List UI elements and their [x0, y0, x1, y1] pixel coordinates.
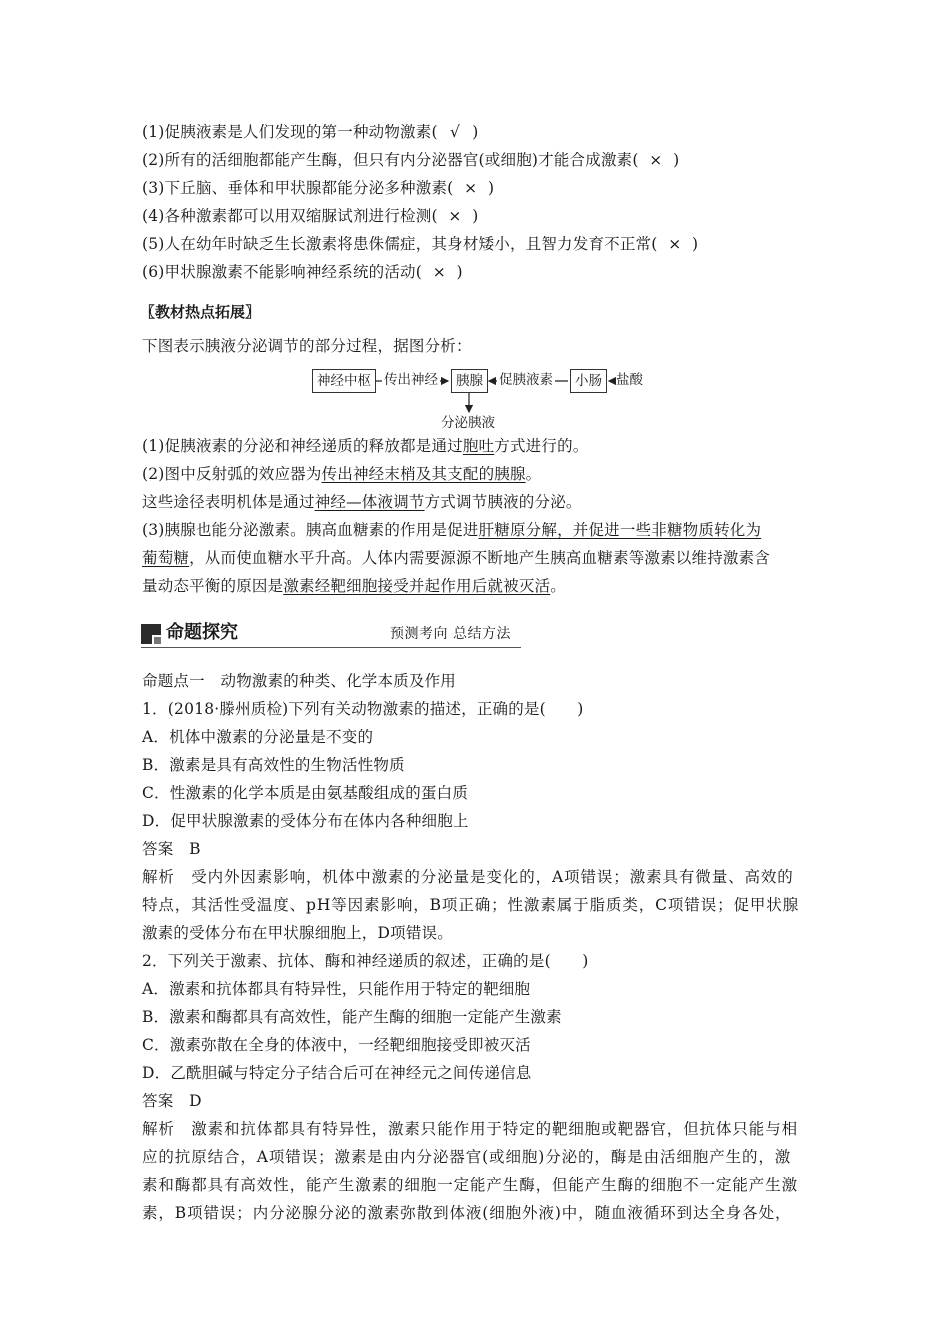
analysis-line: 素，B项错误；内分泌腺分泌的激素弥散到体液(细胞外液)中，随血液循环到达全身各处，	[142, 1204, 792, 1222]
judgment-item	[142, 262, 463, 282]
judgment-close: )	[692, 235, 699, 253]
option-a: A．机体中激素的分泌量是不变的	[142, 728, 374, 746]
answer-underlined: 神经—体液调节	[314, 493, 425, 511]
option-b: B．激素是具有高效性的生物活性物质	[142, 756, 405, 774]
hot-topic-heading	[140, 301, 260, 322]
judgment-close: )	[456, 263, 463, 281]
answer-underlined: 肝糖原分解，并促进一些非糖物质转化为	[478, 521, 762, 539]
hcl-label: 盐酸	[616, 372, 643, 388]
text: (1)促胰液素的分泌和神经递质的释放都是通过	[142, 437, 463, 455]
judgment-item	[142, 178, 494, 198]
bracket-open: 〖	[140, 303, 156, 321]
judgment-close: )	[673, 151, 680, 169]
answer-underlined: 葡萄糖	[142, 549, 190, 567]
answer-underlined: 胞吐	[462, 437, 495, 455]
section-subtitle: 预测考向 总结方法	[390, 626, 511, 642]
text: 量动态平衡的原因是	[142, 577, 284, 595]
hot-q3	[142, 520, 761, 540]
judgment-text: (3)下丘脑、垂体和甲状腺都能分泌多种激素(	[142, 179, 454, 197]
hot-q3-end	[142, 576, 566, 596]
proposition-point: 命题点一 动物激素的种类、化学本质及作用	[142, 672, 457, 690]
text: (2)图中反射弧的效应器为	[142, 465, 322, 483]
secrete-juice-label: 分泌胰液	[441, 415, 495, 431]
nerve-center-box: 神经中枢	[312, 369, 376, 393]
pancreas-box: 胰腺	[451, 369, 488, 393]
judgment-close: )	[487, 179, 495, 197]
answer: 答案 B	[142, 840, 201, 858]
secretin-label: 促胰液素	[497, 369, 555, 391]
option-d: D．促甲状腺激素的受体分布在体内各种细胞上	[142, 812, 469, 830]
analysis-line: 应的抗原结合，A项错误；激素是由内分泌器官(或细胞)分泌的，酶是由活细胞产生的，激	[142, 1148, 792, 1166]
judgment-text: (5)人在幼年时缺乏生长激素将患侏儒症，其身材矮小，且智力发育不正常(	[142, 235, 658, 253]
answer-underlined: 激素经靶细胞接受并起作用后就被灭活	[283, 577, 551, 595]
judgment-item	[142, 206, 479, 226]
efferent-nerve-label: 传出神经	[382, 369, 440, 391]
question-stem: 2．下列关于激素、抗体、酶和神经递质的叙述，正确的是( )	[142, 952, 589, 970]
answer: 答案 D	[142, 1092, 202, 1110]
option-c: C．性激素的化学本质是由氨基酸组成的蛋白质	[142, 784, 469, 802]
check-mark: √	[449, 123, 461, 141]
text: 这些途径表明机体是通过	[142, 493, 315, 511]
option-b: B．激素和酶都具有高效性，能产生酶的细胞一定能产生激素	[142, 1008, 562, 1026]
hot-intro: 下图表示胰液分泌调节的部分过程，据图分析：	[142, 337, 472, 355]
text: 方式进行的。	[494, 437, 589, 455]
judgment-text: (6)甲状腺激素不能影响神经系统的活动(	[142, 263, 423, 281]
judgment-text: (2)所有的活细胞都能产生酶，但只有内分泌器官(或细胞)才能合成激素(	[142, 151, 639, 169]
hot-q1	[142, 436, 588, 456]
text: (3)胰腺也能分泌激素。胰高血糖素的作用是促进	[142, 521, 479, 539]
section-title: 命题探究	[166, 622, 238, 643]
analysis-line: 特点，其活性受温度、pH等因素影响，B项正确；性激素属于脂质类，C项错误；促甲状腺	[142, 896, 800, 914]
text: 方式调节胰液的分泌。	[424, 493, 582, 511]
analysis-line: 素和酶都具有高效性，能产生激素的细胞一定能产生酶，但能产生酶的细胞不一定能产生激	[142, 1176, 799, 1194]
text: ，从而使血糖水平升高。人体内需要源源不断地产生胰高血糖素等激素以维持激素含	[189, 549, 771, 567]
text: 。	[550, 577, 566, 595]
judgment-close: )	[472, 123, 479, 141]
analysis-line: 激素的受体分布在甲状腺细胞上，D项错误。	[142, 924, 453, 942]
judgment-item	[142, 234, 698, 254]
small-intestine-box: 小肠	[570, 369, 607, 393]
text: 。	[525, 465, 542, 483]
section-divider	[141, 647, 521, 648]
answer-underlined: 传出神经末梢及其支配的胰腺	[321, 465, 526, 483]
hot-topic-title: 教材热点拓展	[155, 303, 246, 321]
section-square-icon	[141, 624, 161, 644]
judgment-text: (4)各种激素都可以用双缩脲试剂进行检测(	[142, 207, 438, 225]
cross-mark: ×	[649, 151, 663, 169]
judgment-text: (1)促胰液素是人们发现的第一种动物激素(	[142, 123, 438, 141]
hot-q3-cont	[142, 548, 770, 568]
judgment-close: )	[472, 207, 479, 225]
judgment-item	[142, 122, 479, 142]
option-a: A．激素和抗体都具有特异性，只能作用于特定的靶细胞	[142, 980, 531, 998]
cross-mark: ×	[432, 263, 446, 281]
cross-mark: ×	[668, 235, 682, 253]
cross-mark: ×	[448, 207, 462, 225]
analysis-line: 解析 激素和抗体都具有特异性，激素只能作用于特定的靶细胞或靶器官，但抗体只能与相	[142, 1120, 799, 1138]
question-stem: 1．(2018·滕州质检)下列有关动物激素的描述，正确的是( )	[142, 700, 584, 718]
analysis-line: 解析 受内外因素影响，机体中激素的分泌量是变化的，A项错误；激素具有微量、高效的	[142, 868, 794, 886]
option-d: D．乙酰胆碱与特定分子结合后可在神经元之间传递信息	[142, 1064, 532, 1082]
hot-q2	[142, 464, 541, 484]
hot-q2b	[142, 492, 582, 512]
judgment-item	[142, 150, 679, 170]
option-c: C．激素弥散在全身的体液中，一经靶细胞接受即被灭活	[142, 1036, 531, 1054]
cross-mark: ×	[464, 179, 478, 197]
bracket-close: 〗	[245, 303, 261, 321]
